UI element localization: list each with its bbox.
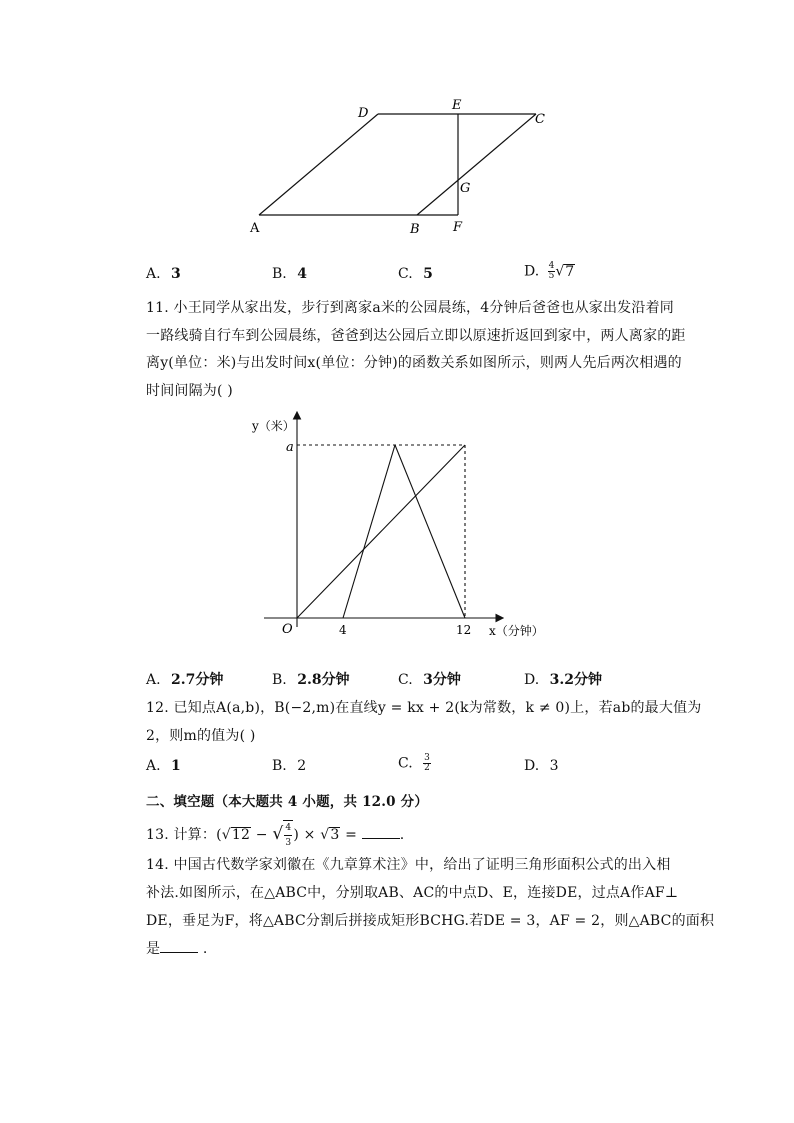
tick-label-12: 12 bbox=[456, 623, 472, 637]
q11-option-b[interactable] bbox=[272, 669, 350, 689]
option-letter: D. bbox=[524, 758, 540, 774]
answer-blank[interactable] bbox=[160, 940, 198, 953]
q12-option-b[interactable] bbox=[272, 758, 306, 774]
period: . bbox=[198, 941, 208, 957]
q11-option-a[interactable] bbox=[146, 669, 223, 689]
option-letter: B. bbox=[272, 672, 287, 688]
q14-line-1: 14. 中国古代数学家刘徽在《九章算术注》中，给出了证明三角形面积公式的出入相 bbox=[146, 857, 671, 873]
option-letter: D. bbox=[524, 672, 540, 688]
sqrt-symbol: √ bbox=[555, 263, 565, 280]
side-CB bbox=[417, 114, 536, 215]
x-axis-label: x（分钟） bbox=[489, 624, 544, 638]
tick-label-4: 4 bbox=[339, 623, 347, 637]
walker-line bbox=[297, 445, 465, 618]
fraction-denominator: 2 bbox=[424, 763, 430, 773]
sqrt-symbol: √ bbox=[221, 827, 231, 843]
bike-out-line bbox=[343, 445, 395, 618]
fraction-numerator: 3 bbox=[424, 753, 430, 763]
option-letter: C. bbox=[398, 266, 413, 282]
option-text: 2.7分钟 bbox=[171, 672, 224, 688]
q12-option-a[interactable] bbox=[146, 758, 181, 774]
q11-option-c[interactable] bbox=[398, 669, 461, 689]
q14-line-4 bbox=[146, 938, 208, 958]
sqrt-symbol: √ bbox=[272, 824, 284, 844]
bike-back-line bbox=[395, 445, 465, 618]
q14-prefix: 是 bbox=[146, 941, 161, 957]
option-letter: A. bbox=[146, 672, 161, 688]
label-C: C bbox=[535, 112, 545, 127]
q12-line-1: 12. 已知点A(a,b)，B(−2,m)在直线y = kx + 2(k为常数，k ≠ 0)上，若ab的最大值为 bbox=[146, 700, 702, 716]
radicand: 7 bbox=[565, 263, 575, 280]
equals-sign: = bbox=[340, 827, 362, 843]
answer-blank[interactable] bbox=[362, 826, 400, 839]
times-sign: ) × bbox=[293, 827, 321, 843]
option-text: 3 bbox=[549, 758, 559, 774]
parallelogram-figure bbox=[240, 95, 560, 240]
q14-line-3: DE，垂足为F，将△ABC分割后拼接成矩形BCHG.若DE = 3，AF = 2，则△ABC的面积 bbox=[146, 913, 715, 929]
label-B: B bbox=[410, 222, 420, 237]
q11-option-d[interactable] bbox=[524, 669, 602, 689]
q14-line-2: 补法.如图所示，在△ABC中，分别取AB、AC的中点D、E，连接DE，过点A作AF⊥ bbox=[146, 885, 679, 901]
q12-option-d[interactable] bbox=[524, 758, 559, 774]
side-AD bbox=[259, 114, 378, 215]
q10-option-b[interactable] bbox=[272, 266, 307, 282]
fraction bbox=[423, 754, 431, 773]
a-label: a bbox=[286, 440, 294, 455]
radicand-12: 12 bbox=[231, 827, 251, 843]
option-text: 5 bbox=[423, 266, 433, 282]
option-letter: C. bbox=[398, 672, 413, 688]
q11-line-4: 时间间隔为( ) bbox=[146, 383, 233, 399]
label-A: A bbox=[250, 221, 260, 236]
fraction-radicand bbox=[283, 820, 293, 850]
option-text: 2 bbox=[297, 758, 307, 774]
option-letter: A. bbox=[146, 758, 161, 774]
q11-line-3: 离y(单位：米)与出发时间x(单位：分钟)的函数关系如图所示，则两人先后两次相遇的 bbox=[146, 355, 682, 371]
option-text: 3 bbox=[171, 266, 181, 282]
option-letter: C. bbox=[398, 755, 413, 772]
sqrt-symbol: √ bbox=[320, 827, 330, 843]
label-G: G bbox=[460, 181, 471, 196]
label-E: E bbox=[452, 98, 462, 113]
q10-option-d[interactable] bbox=[524, 262, 575, 281]
fraction-numerator: 4 bbox=[548, 261, 555, 271]
q11-line-2: 一路线骑自行车到公园晨练，爸爸到达公园后立即以原速折返回到家中，两人离家的距 bbox=[146, 328, 686, 344]
radicand-3: 3 bbox=[330, 827, 340, 843]
q10-option-a[interactable] bbox=[146, 266, 181, 282]
distance-time-graph bbox=[240, 405, 560, 645]
option-letter: B. bbox=[272, 758, 287, 774]
q13-prefix: 13. 计算：( bbox=[146, 827, 222, 843]
section-header: 二、填空题（本大题共 4 小题，共 12.0 分） bbox=[146, 794, 429, 810]
minus-sign: − bbox=[251, 827, 273, 843]
q12-line-2: 2，则m的值为( ) bbox=[146, 728, 256, 744]
q12-option-c[interactable] bbox=[398, 754, 431, 773]
option-letter: A. bbox=[146, 266, 161, 282]
option-letter: D. bbox=[524, 263, 540, 280]
option-text: 4 bbox=[297, 266, 307, 282]
option-text: 3.2分钟 bbox=[549, 672, 602, 688]
period: . bbox=[399, 827, 405, 843]
option-text: 2.8分钟 bbox=[297, 672, 350, 688]
q11-line-1: 11. 小王同学从家出发，步行到离家a米的公园晨练，4分钟后爸爸也从家出发沿着同 bbox=[146, 300, 674, 316]
fraction-numerator: 4 bbox=[284, 821, 292, 836]
option-text: 1 bbox=[171, 758, 181, 774]
fraction-denominator: 5 bbox=[548, 271, 555, 281]
fraction-denominator: 3 bbox=[285, 838, 292, 848]
y-axis-label: y（米） bbox=[252, 419, 295, 433]
q10-option-c[interactable] bbox=[398, 266, 433, 282]
option-letter: B. bbox=[272, 266, 287, 282]
label-F: F bbox=[453, 220, 463, 235]
label-D: D bbox=[358, 106, 369, 121]
option-text: 3分钟 bbox=[423, 672, 461, 688]
origin-label: O bbox=[282, 622, 293, 637]
q13-line bbox=[146, 820, 404, 850]
